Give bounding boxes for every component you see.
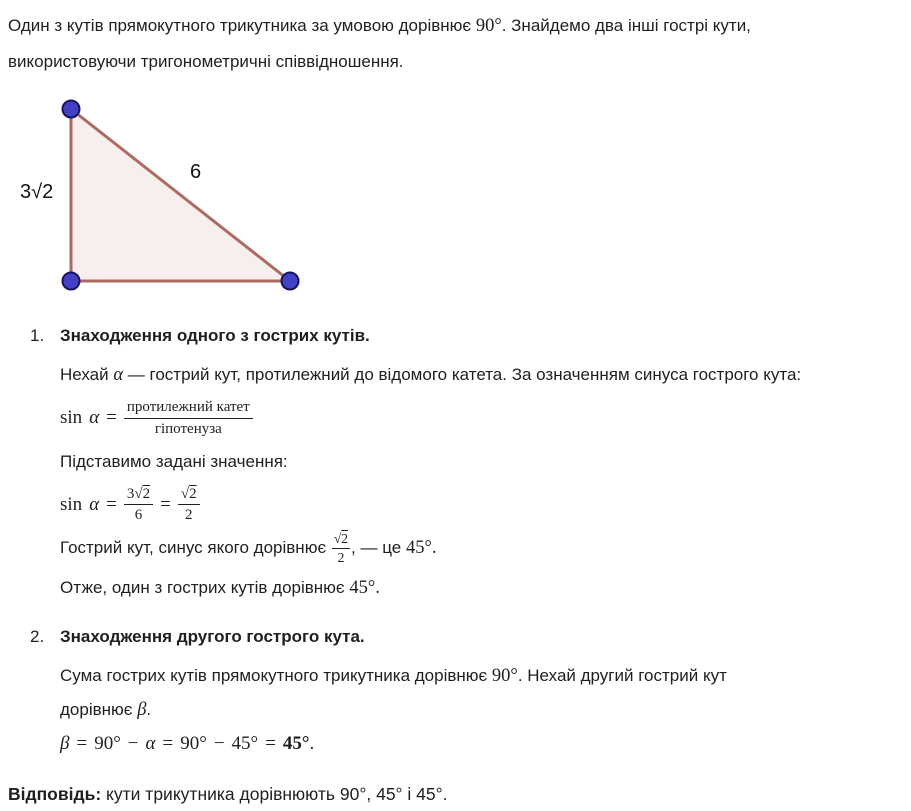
step-2: [8, 620, 903, 761]
alpha-symbol: α: [89, 493, 100, 515]
radicand: 2: [189, 485, 197, 502]
fraction-numerator: [124, 485, 153, 506]
fraction-denominator: 2: [337, 550, 345, 566]
step-1-body: [60, 319, 903, 610]
result-45-value: 45°: [282, 733, 310, 755]
step-1-paragraph-4: [60, 571, 903, 605]
degree-90-value: 90°: [94, 733, 121, 755]
hypotenuse-length-label: 6: [190, 161, 202, 183]
step-2-title: Знаходження другого гострого кута.: [60, 627, 365, 647]
fraction-denominator: 6: [134, 507, 143, 524]
degree-45-value: 45°.: [405, 538, 437, 559]
step-1-paragraph-3: [60, 531, 903, 566]
radicand: 2: [142, 485, 151, 502]
beta-symbol: β: [60, 733, 70, 755]
step-1-p3-mid: , — це: [351, 538, 402, 558]
period: .: [309, 733, 315, 755]
value-fraction-2: [178, 485, 200, 526]
value-fraction-1: [124, 485, 153, 526]
leg-length-label: 3√2: [20, 181, 54, 203]
vertex-dot-bottom-left: [63, 273, 80, 290]
result-group: [283, 733, 314, 755]
minus-sign: −: [127, 733, 139, 755]
step-1-p1-post: — гострий кут, протилежний до відомого катета. За означенням синуса гострого кута:: [123, 365, 802, 384]
step-1-paragraph-2: Підставимо задані значення:: [60, 451, 288, 471]
equals-sign: =: [106, 493, 117, 515]
step-2-number: 2.: [30, 627, 45, 647]
solution-steps: [8, 319, 903, 761]
step-2-body: [60, 620, 903, 761]
beta-formula: [60, 733, 903, 755]
triangle-shape: [71, 109, 290, 281]
sine-values-formula: [60, 485, 903, 526]
intro-text-3: використовуючи тригонометричні співвідношення.: [8, 52, 404, 71]
fraction-numerator: [178, 485, 200, 506]
equals-sign: =: [160, 493, 171, 515]
alpha-symbol: α: [89, 407, 100, 429]
vertex-dot-bottom-right: [282, 273, 299, 290]
minus-sign: −: [213, 733, 225, 755]
sine-definition-formula: [60, 398, 903, 439]
radicand: 2: [341, 531, 349, 546]
degree-90-value: 90°: [475, 16, 502, 36]
fraction-denominator: гіпотенуза: [154, 420, 222, 437]
definition-fraction: [124, 398, 253, 439]
step-2-p1-end: .: [146, 700, 152, 720]
step-1-title: Знаходження одного з гострих кутів.: [60, 326, 370, 345]
step-2-p1-line2: дорівнює: [60, 700, 138, 720]
step-1-number: 1.: [30, 326, 45, 345]
inline-fraction: [332, 531, 350, 566]
sin-function: sin: [60, 407, 83, 429]
fraction-denominator: 2: [184, 507, 193, 524]
equals-sign: =: [162, 733, 174, 755]
beta-symbol: β: [137, 700, 147, 721]
fraction-numerator: [332, 531, 350, 549]
step-1-paragraph-1: [60, 358, 903, 392]
answer-label: Відповідь:: [8, 784, 102, 805]
equals-sign: =: [106, 407, 117, 429]
step-1-p3-pre: Гострий кут, синус якого дорівнює: [60, 538, 327, 558]
step-1: [8, 319, 903, 610]
step-2-paragraph-1: [60, 659, 903, 727]
answer-text: кути трикутника дорівнюють 90°, 45° і 45°.: [101, 784, 448, 805]
triangle-svg: [8, 93, 348, 305]
degree-90-value: 90°: [180, 733, 207, 755]
equals-sign: =: [265, 733, 276, 755]
intro-paragraph: [8, 8, 903, 79]
alpha-symbol: α: [113, 365, 124, 385]
triangle-figure: [8, 93, 348, 305]
step-1-p4-pre: Отже, один з гострих кутів дорівнює: [60, 578, 345, 598]
step-1-p1-pre: Нехай: [60, 365, 114, 384]
intro-text-2: . Знайдемо два інші гострі кути,: [501, 16, 751, 35]
fraction-numerator: протилежний катет: [124, 398, 253, 419]
vertex-dot-top: [63, 101, 80, 118]
intro-text-1: Один з кутів прямокутного трикутника за умовою дорівнює: [8, 16, 476, 35]
equals-sign: =: [76, 733, 88, 755]
degree-90-value: 90°: [491, 666, 518, 687]
radical-sign: √: [333, 531, 342, 546]
radical-sign: 3√: [126, 485, 143, 502]
step-2-p1-pre: Сума гострих кутів прямокутного трикутника дорівнює: [60, 666, 492, 686]
answer-line: [8, 777, 903, 811]
degree-45-value: 45°.: [349, 578, 380, 599]
step-2-p1-mid: . Нехай другий гострий кут: [517, 666, 727, 686]
alpha-symbol: α: [145, 733, 156, 755]
sin-function: sin: [60, 493, 83, 515]
degree-45-value: 45°: [231, 733, 259, 755]
radical-sign: √: [180, 485, 190, 502]
